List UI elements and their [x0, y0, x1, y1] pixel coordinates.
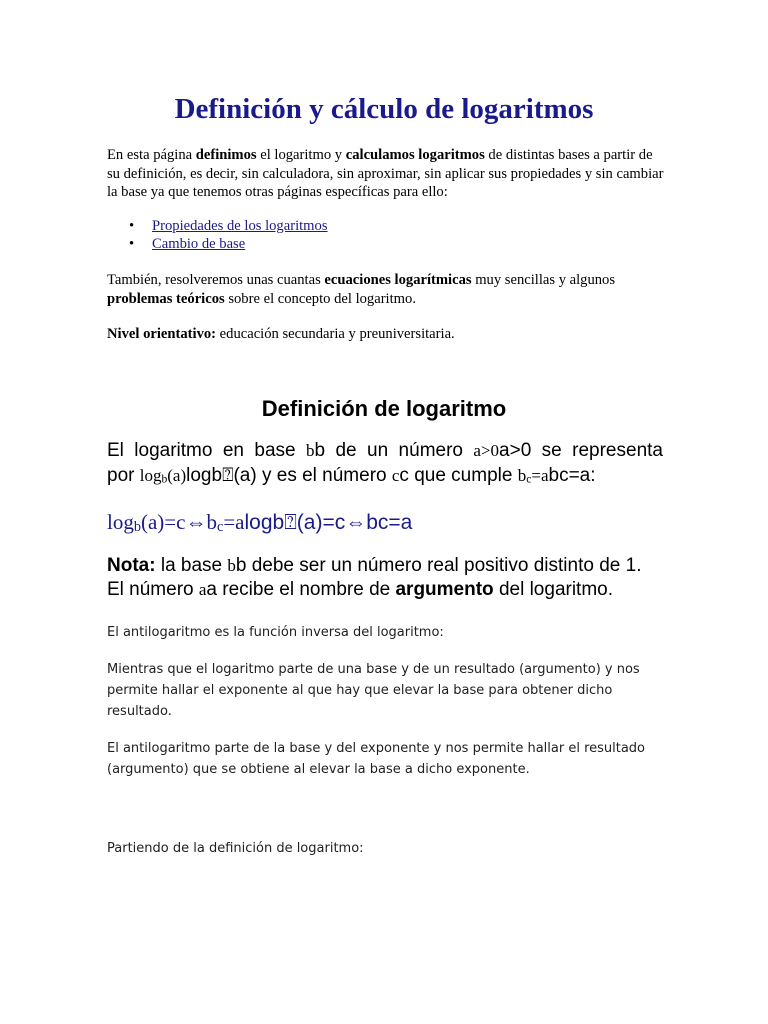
- formula-body: (a)=c⇔b: [140, 510, 217, 534]
- note-line-2: [107, 579, 687, 601]
- formula-sub-b: b: [133, 519, 141, 536]
- p2-text-2: muy sencillas y algunos: [471, 272, 616, 288]
- def-text: bc=a:: [548, 465, 596, 486]
- formula-log: log: [107, 510, 134, 534]
- list-item: [107, 235, 667, 253]
- math-log-sans: logb: [186, 465, 223, 486]
- p2-text-1: También, resolveremos unas cuantas: [107, 272, 325, 288]
- note-text: a recibe el nombre de: [206, 579, 396, 600]
- p2-bold-problemas: problemas teóricos: [107, 290, 225, 307]
- antilog-paragraph-3: El antilogaritmo parte de la base y del exponente y nos permite hallar el resultado (argumento) que se obtiene al elevar la base a dicho exponente.: [107, 741, 646, 777]
- equations-paragraph: [107, 271, 667, 308]
- note-text: El número: [107, 579, 199, 600]
- related-links-list: [107, 217, 667, 253]
- bullet-icon: •: [129, 218, 135, 234]
- section-title: Definición de logaritmo: [261, 396, 507, 421]
- math-b: b: [517, 466, 527, 485]
- missing-glyph-icon: ⍰: [284, 511, 297, 534]
- def-text: por: [107, 465, 140, 486]
- math-sub-b: b: [161, 472, 168, 486]
- definition-formula: [107, 510, 663, 536]
- level-value: educación secundaria y preuniversitaria.: [216, 326, 455, 342]
- def-text: c que cumple: [399, 465, 518, 486]
- level-paragraph: [107, 325, 667, 343]
- missing-glyph-icon: ⍰: [222, 465, 234, 486]
- antilog-paragraph-2: Mientras que el logaritmo parte de una base y de un resultado (argumento) y nos permite hallar el exponente al que hay que elevar la base para obtener dicho resultado.: [107, 662, 640, 719]
- p2-bold-ecuaciones: ecuaciones logarítmicas: [324, 272, 472, 288]
- formula-log-sans: logb: [244, 511, 285, 534]
- note-text: b debe ser un número real positivo distinto de 1.: [235, 555, 642, 576]
- page-title: Definición y cálculo de logaritmos: [174, 93, 594, 125]
- def-text: El logaritmo en base: [107, 440, 306, 461]
- intro-paragraph: [107, 146, 667, 202]
- math-b: b: [227, 556, 236, 575]
- note-text: del logaritmo.: [493, 579, 614, 600]
- link-propiedades[interactable]: Propiedades de los logaritmos: [152, 218, 328, 234]
- def-text: a>0 se representa: [499, 440, 663, 461]
- note-label: Nota:: [107, 555, 156, 576]
- intro-text-3: de distintas bases a partir de su definición, es decir, sin calculadora, sin aproximar, sin aplicar sus propiedades y sin cambiar la base ya que tenemos otras páginas específicas para ello:: [107, 147, 664, 200]
- math-a-positive: a>0: [473, 441, 500, 460]
- math-c: c: [391, 466, 400, 485]
- formula-end: =a: [223, 510, 245, 534]
- formula-body-sans: (a)=c⇔bc=a: [296, 511, 413, 534]
- note-line-1: [107, 555, 687, 577]
- p2-text-3: sobre el concepto del logaritmo.: [224, 290, 416, 307]
- definition-line-2: [107, 465, 663, 487]
- math-power-serif: [518, 466, 549, 485]
- def-text: (a) y es el número: [233, 465, 392, 486]
- intro-bold-calculamos: calculamos logaritmos: [345, 147, 485, 163]
- link-cambio-de-base[interactable]: Cambio de base: [152, 236, 246, 252]
- note-text: la base: [155, 555, 228, 576]
- def-text: b de un número: [314, 440, 474, 461]
- math-exp-c: c: [526, 472, 532, 486]
- math-b: b: [306, 441, 315, 460]
- intro-text-2: el logaritmo y: [256, 147, 346, 163]
- intro-text-1: En esta página: [107, 147, 196, 163]
- math-log: log: [139, 466, 162, 485]
- intro-bold-definimos: definimos: [195, 147, 257, 163]
- note-bold-argumento: argumento: [395, 579, 494, 600]
- math-eq: =a: [531, 466, 549, 485]
- math-a: a: [198, 580, 207, 599]
- math-log-serif: [140, 466, 186, 485]
- definition-line-1: [107, 440, 663, 462]
- bullet-icon: •: [129, 236, 135, 252]
- formula-exp-c: c: [216, 519, 224, 536]
- antilog-paragraph-1: El antilogaritmo es la función inversa del logaritmo:: [107, 625, 444, 640]
- math-arg: (a): [167, 466, 187, 485]
- level-label: Nivel orientativo:: [107, 326, 217, 342]
- formula-serif: [107, 510, 244, 534]
- partiendo-paragraph: Partiendo de la definición de logaritmo:: [107, 841, 364, 856]
- list-item: [107, 217, 667, 235]
